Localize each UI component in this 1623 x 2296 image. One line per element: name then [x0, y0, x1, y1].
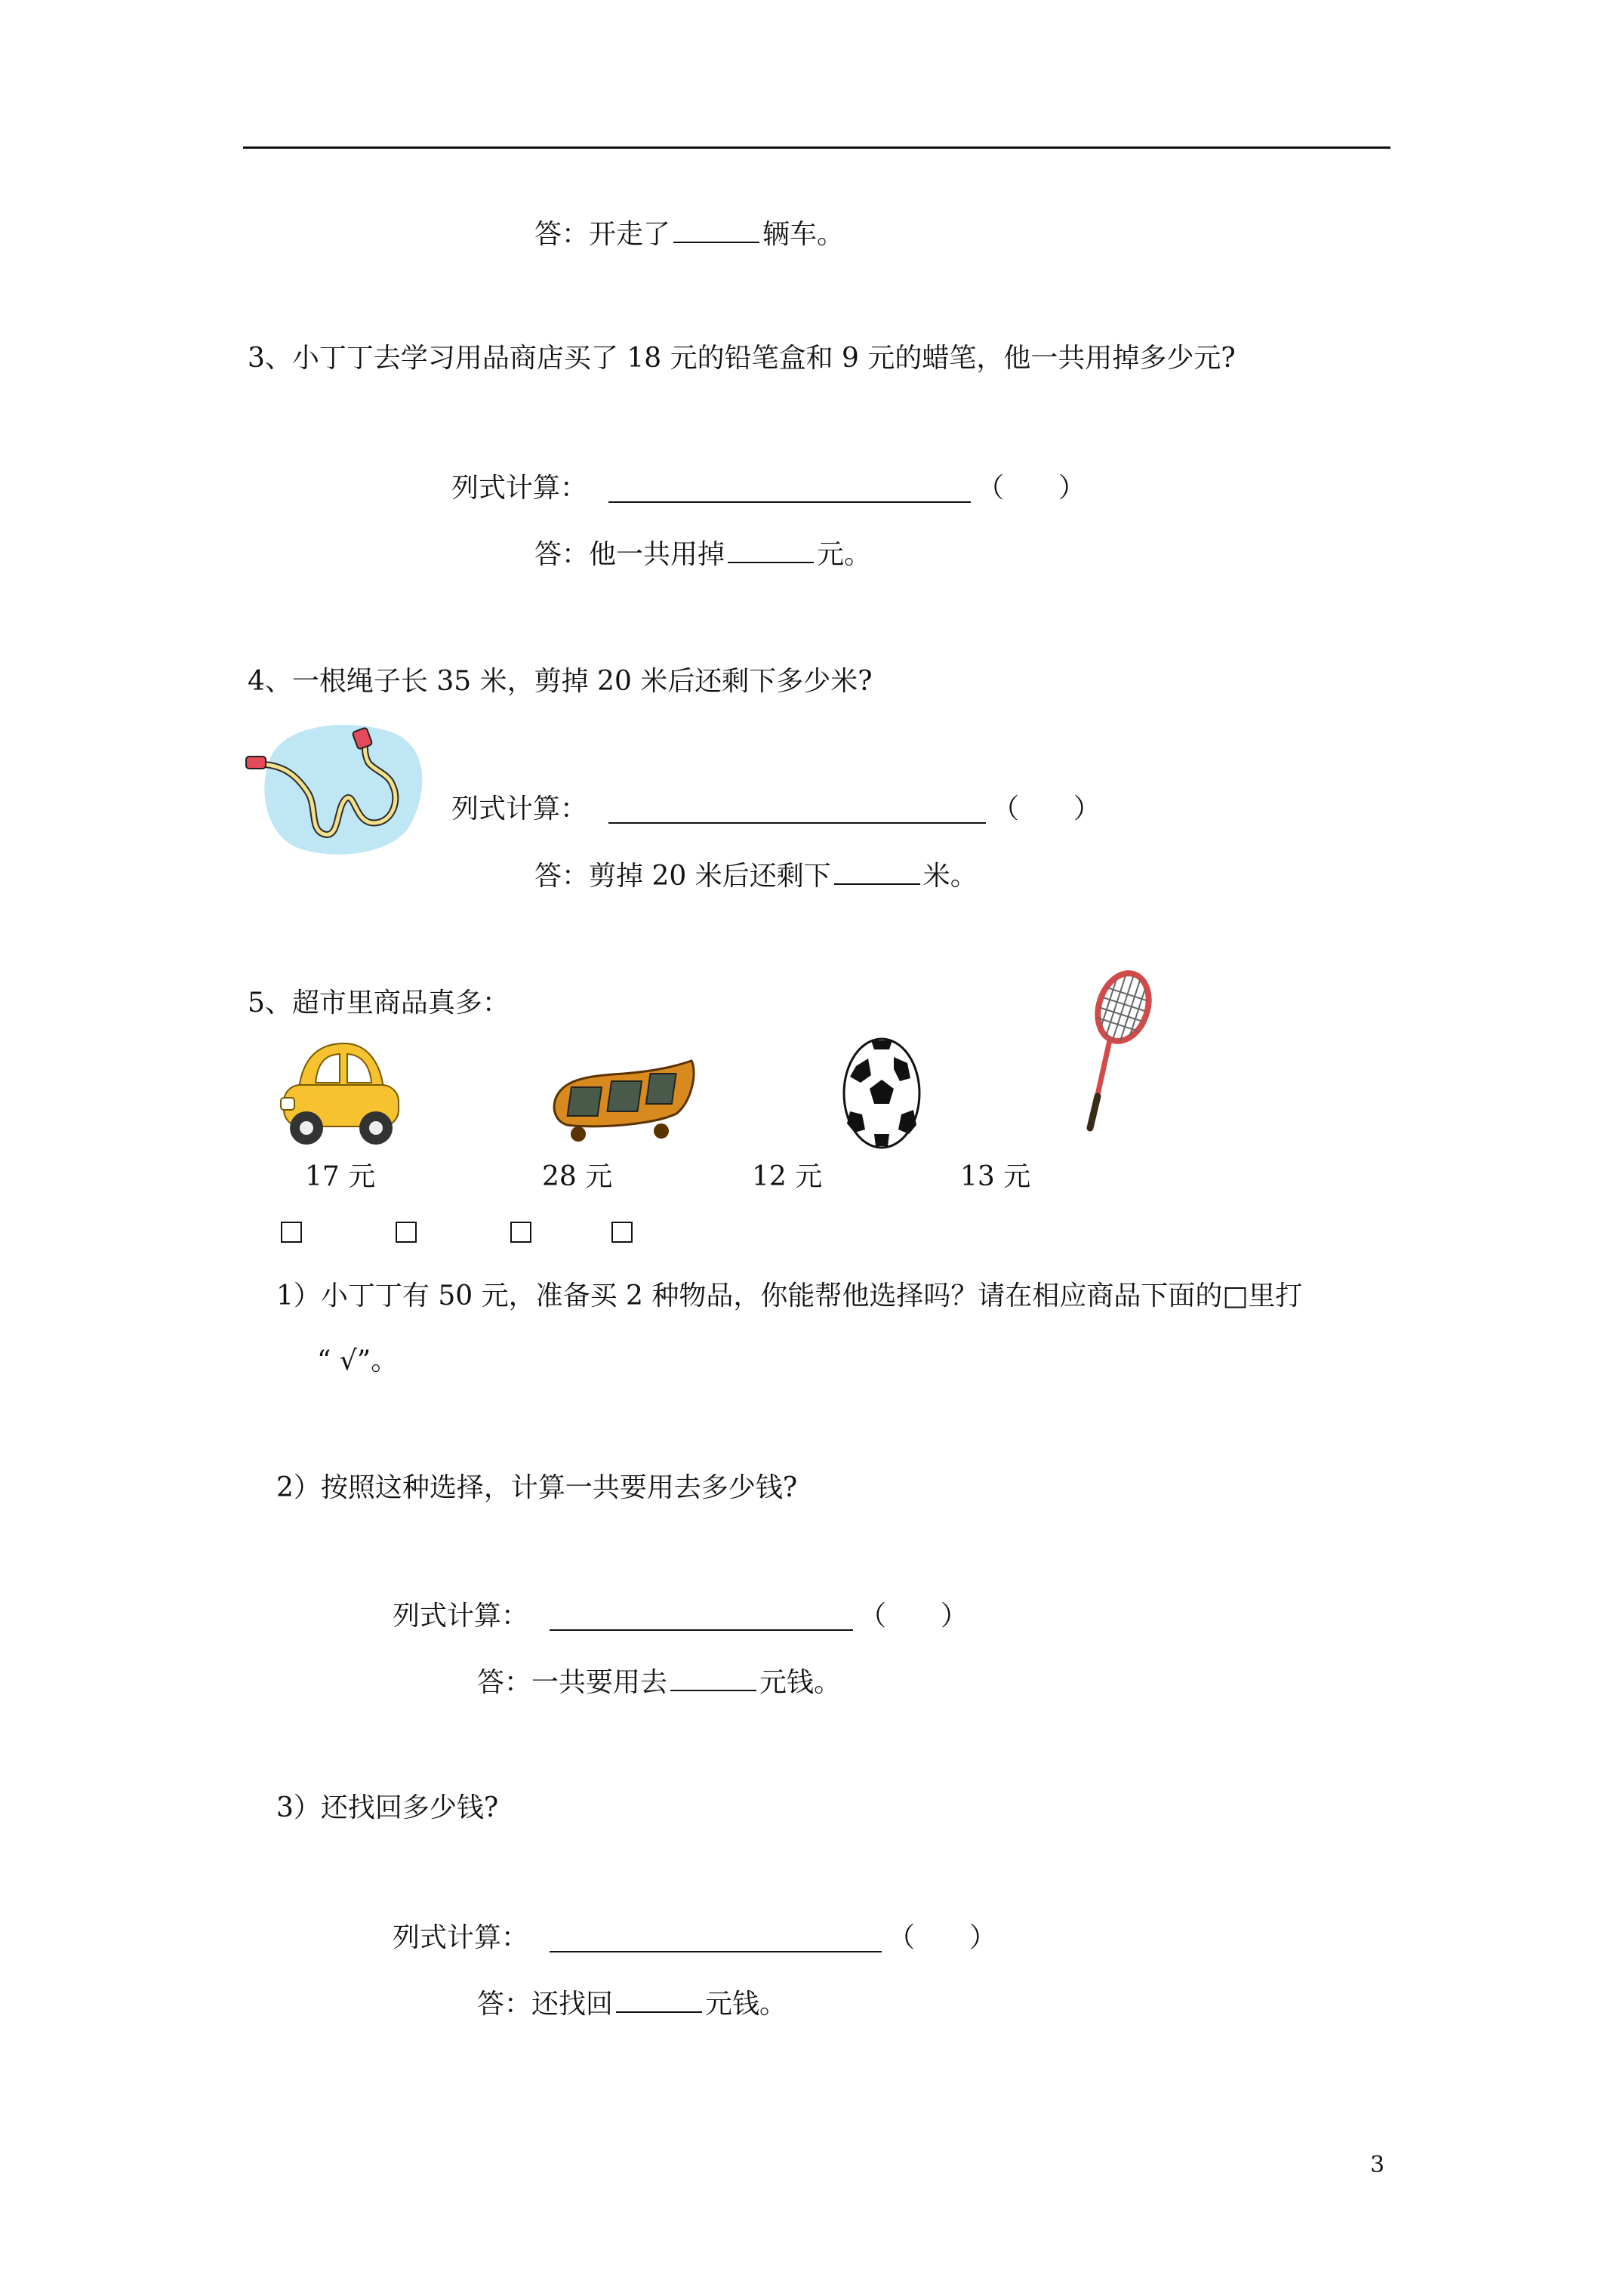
q5-sub3-result-paren[interactable]: （ ）: [888, 1922, 997, 1953]
tennis-racket-icon: [1072, 968, 1155, 1134]
soccer-ball-icon: [841, 1036, 922, 1151]
q5-sub2-formula-line[interactable]: [550, 1629, 853, 1631]
q3-result-paren[interactable]: （ ）: [977, 473, 1086, 504]
q5-sub2: 2）按照这种选择，计算一共要用去多少钱?: [276, 1472, 798, 1503]
q3-question: 3、小丁丁去学习用品商店买了 18 元的铅笔盒和 9 元的蜡笔，他一共用掉多少元?: [248, 343, 1236, 374]
q5-sub2-formula-label: 列式计算：: [393, 1601, 529, 1632]
q5-title: 5、超市里商品真多：: [248, 988, 510, 1019]
q4-formula-label: 列式计算：: [451, 794, 588, 824]
toy-car-icon: [276, 1036, 405, 1149]
q3-answer-blank[interactable]: [728, 535, 814, 563]
q4-answer-blank[interactable]: [834, 856, 920, 885]
q2-answer-blank[interactable]: [673, 214, 759, 243]
skateboard-icon: [548, 1049, 699, 1148]
checkbox-tennis-racket[interactable]: [611, 1222, 633, 1243]
q5-sub3-formula-line[interactable]: [550, 1951, 882, 1952]
q3-answer: 答：他一共用掉 元。: [534, 535, 871, 572]
q4-answer: 答：剪掉 20 米后还剩下 米。: [534, 856, 978, 894]
q3-formula-label: 列式计算：: [451, 473, 588, 504]
q5-sub2-result-paren[interactable]: （ ）: [859, 1601, 969, 1632]
price-skateboard: 28 元: [542, 1161, 613, 1192]
q5-sub2-answer: 答：一共要用去 元钱。: [477, 1663, 841, 1700]
q4-question: 4、一根绳子长 35 米，剪掉 20 米后还剩下多少米?: [248, 666, 873, 697]
q5-sub1-line1: 1）小丁丁有 50 元，准备买 2 种物品，你能帮他选择吗？请在相应商品下面的□里打: [276, 1281, 1303, 1311]
q5-sub3-formula-label: 列式计算：: [393, 1922, 529, 1953]
q5-sub1-line2: “ √”。: [317, 1345, 399, 1376]
price-car: 17 元: [305, 1161, 376, 1192]
header-rule: [243, 146, 1390, 149]
q3-formula-line[interactable]: [608, 501, 971, 503]
page-number: 3: [1370, 2152, 1385, 2178]
checkbox-skateboard[interactable]: [396, 1222, 417, 1243]
jump-rope-icon: [242, 710, 430, 861]
q5-sub2-answer-blank[interactable]: [670, 1663, 756, 1691]
q5-sub3: 3）还找回多少钱?: [276, 1792, 499, 1823]
q4-formula-line[interactable]: [608, 822, 986, 824]
q5-sub3-answer: 答：还找回 元钱。: [477, 1984, 787, 2022]
checkbox-soccer-ball[interactable]: [510, 1222, 531, 1243]
q4-result-paren[interactable]: （ ）: [992, 794, 1101, 824]
checkbox-car[interactable]: [281, 1222, 302, 1243]
price-tennis-racket: 13 元: [960, 1161, 1031, 1192]
q5-sub3-answer-blank[interactable]: [616, 1984, 702, 2013]
q2-answer: 答：开走了 辆车。: [534, 214, 844, 252]
price-soccer-ball: 12 元: [752, 1161, 823, 1192]
